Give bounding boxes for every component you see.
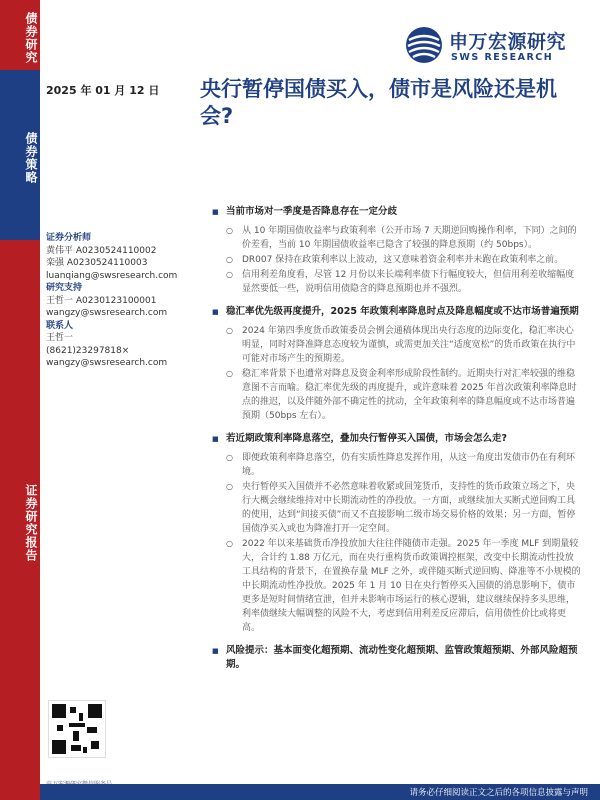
risk-warning: ■ 风险提示：基本面变化超预期、流动性变化超预期、监管政策超预期、外部风险超预期。 <box>212 644 582 672</box>
company-logo <box>405 24 575 68</box>
assistant-heading: 研究支持 <box>46 283 83 293</box>
analyst-line: 栾强 A0230524110003 <box>46 258 148 268</box>
assistant-line: 王哲一 A0230123100001 <box>46 295 157 306</box>
analysts-heading: 证券分析师 <box>46 233 92 243</box>
sub-point: ○ 2022 年以来基础货币净投放加大往往伴随债市走强。2025 年一季度 MLF 到期量较大，合计约 1.88 万亿元，而在央行重构货币政策调控框架，改变中长期流动性投放工具结构的背景下，在置换存量 MLF 之外，或伴随买断式逆回购、降准等不小规模的中长期流动性净投放。2025 年 1 月 10 日在央行暂停买入国债的消息影响下，债市更多是短时间情绪宣泄，但并未影响市场运行的核心逻辑，建议继续保持多头思维，利率债继续大幅调整的风险不大，考虑到信用利差反应滞后，信用债性价比或将更高。 <box>212 537 582 635</box>
sub-point: ○ 稳汇率背景下也遭常对降息及资金利率形成阶段性制约。近期央行对汇率较强的维稳意图不言而喻。稳汇率优先级的再度提升，或许意味着 2025 年首次政策利率降息时点的推迟，以及伴随外部不确定性的扰动，全年政策利率的降息幅度或不达市场普遍预期（50bps 左右）。 <box>212 367 582 423</box>
qr-code <box>48 700 106 758</box>
footer-bar <box>40 784 600 800</box>
contact-phone: (8621)23297818× <box>46 345 130 356</box>
sidebar-report-type: 证券研究报告 <box>0 240 40 800</box>
sub-point: ○ 央行暂停买入国债并不必然意味着收紧或回笼货币，支持性的货币政策立场之下，央行大概会继续维持对中长期流动性的净投放。一方面，或继续加大买断式逆回购工具的使用，达到“间接买债”而又不直接影响二级市场交易价格的效果；另一方面，暂停国债净买入或也为降准打开一定空间。 <box>212 480 582 536</box>
sub-point: ○ 2024 年第四季度货币政策委员会例会通稿体现出央行态度的边际变化，稳汇率决心明显，同时对降准降息态度较为谨慎，或需更加关注“适度宽松”的货币政策在执行中可能对市场产生的预期差。 <box>212 324 582 366</box>
report-title: 央行暂停国债买入，债市是风险还是机会? <box>200 77 557 128</box>
left-sidebar <box>0 0 40 800</box>
contact-name: 王哲一 <box>46 333 74 343</box>
contact-email[interactable]: wangzy@swsresearch.com <box>46 358 168 368</box>
report-date: 2025 年 01 月 12 日 <box>46 84 160 97</box>
sub-point: ○ 从 10 年期国债收益率与政策利率（公开市场 7 天期逆回购操作利率，下同）之间的价差看，当前 10 年期国债收益率已隐含了较强的降息预期（约 50bps）。 <box>212 224 582 252</box>
disclaimer-text: 请务必仔细阅读正文之后的各项信息披露与声明 <box>409 788 588 798</box>
summary-content <box>212 205 582 677</box>
analyst-line: 黄伟平 A0230524110002 <box>46 245 157 256</box>
logo-globe-icon <box>405 26 443 64</box>
sub-point: ○ 信用利差角度看，尽管 12 月份以来长端利率债下行幅度较大，但信用利差收缩幅度显然要低一些，说明信用债隐含的降息预期也并不强烈。 <box>212 268 582 296</box>
section-heading: ■ 稳汇率优先级再度提升，2025 年政策利率降息时点及降息幅度或不达市场普遍预期 <box>212 305 582 319</box>
section-heading: ■ 当前市场对一季度是否降息存在一定分歧 <box>212 205 582 219</box>
sub-point: ○ DR007 保持在政策利率以上波动，这又意味着资金利率并未跑在政策利率之前。 <box>212 253 582 267</box>
logo-english-name: SWS RESEARCH <box>451 52 554 63</box>
sub-point: ○ 即便政策利率降息落空，仍有实质性降息发挥作用，从这一角度出发债市仍在有利环境。 <box>212 451 582 479</box>
assistant-email[interactable]: wangzy@swsresearch.com <box>46 308 168 318</box>
sidebar-subcategory: 债券策略 <box>0 70 40 240</box>
logo-chinese-name: 申万宏源研究 <box>449 31 567 53</box>
section-heading: ■ 若近期政策利率降息落空，叠加央行暂停买入国债，市场会怎么走? <box>212 432 582 446</box>
authors-block <box>46 232 186 370</box>
sidebar-category: 债券研究 <box>0 0 40 70</box>
contact-heading: 联系人 <box>46 320 74 331</box>
analyst-email[interactable]: luanqiang@swsresearch.com <box>46 270 178 281</box>
